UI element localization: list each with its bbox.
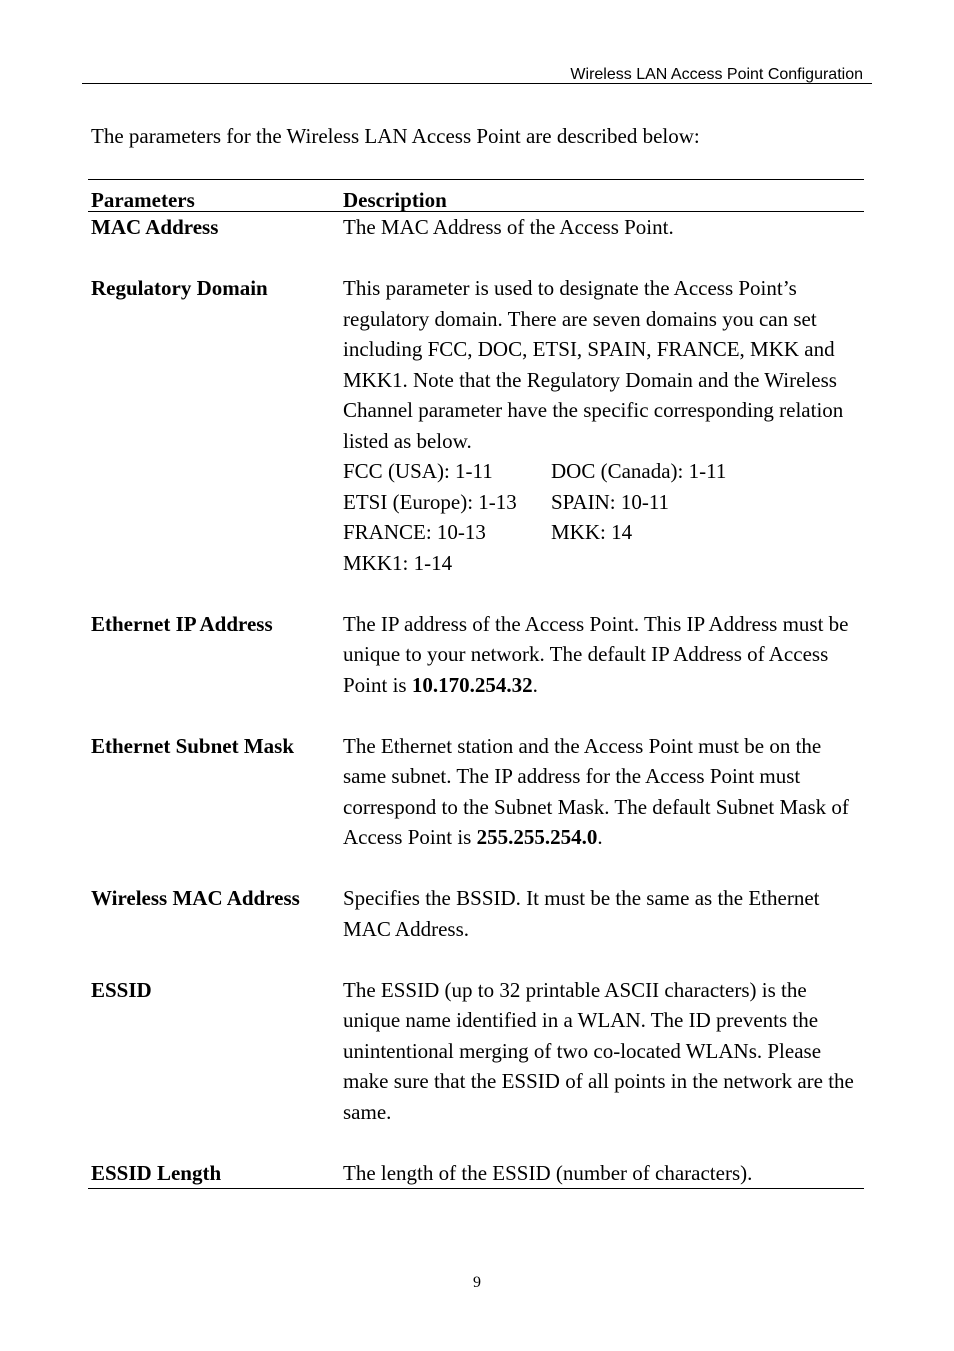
channel-range-line — [343, 548, 864, 579]
parameter-description — [343, 273, 864, 578]
parameter-description — [343, 731, 864, 853]
parameter-description: The length of the ESSID (number of characters). — [343, 1160, 753, 1185]
default-subnet-mask-value: 255.255.254.0 — [476, 825, 598, 849]
channel-range-mkk: MKK: 14 — [551, 520, 633, 544]
channel-range-mkk1: MKK1: 1-14 — [343, 550, 453, 575]
description-period: . — [597, 825, 603, 849]
row-spacer — [88, 578, 864, 609]
parameter-description: Specifies the BSSID. It must be the same as the Ethernet MAC Address. — [343, 886, 820, 941]
parameter-name: ESSID — [91, 977, 152, 1002]
table-row-essid — [88, 975, 864, 1128]
table-row-ethernet-ip-address — [88, 609, 864, 701]
page-number: 9 — [473, 1274, 481, 1291]
channel-range-line — [343, 487, 864, 518]
parameters-table — [88, 179, 864, 1189]
description-period: . — [532, 672, 538, 697]
table-row-essid-length — [88, 1158, 864, 1189]
channel-range-doc: DOC (Canada): 1-11 — [551, 459, 727, 483]
row-spacer — [88, 243, 864, 274]
column-header-parameters: Parameters — [91, 188, 195, 212]
row-spacer — [88, 1127, 864, 1158]
channel-range-line — [343, 456, 864, 487]
parameter-name: Wireless MAC Address — [91, 886, 300, 910]
table-row-mac-address — [88, 212, 864, 243]
channel-range-line — [343, 517, 864, 548]
parameter-name: Regulatory Domain — [91, 276, 268, 300]
parameter-name: ESSID Length — [91, 1160, 222, 1185]
column-header-description: Description — [343, 188, 447, 212]
parameter-description: The ESSID (up to 32 printable ASCII characters) is the unique name identified in a WLAN. The ID prevents the unintentional merging of two co-located WLANs. Please make sure that the ESSID of all points in the network are the same. — [343, 977, 854, 1124]
table-row-ethernet-subnet-mask — [88, 731, 864, 853]
intro-paragraph: The parameters for the Wireless LAN Access Point are described below: — [91, 124, 700, 148]
parameter-name: MAC Address — [91, 215, 219, 239]
table-row-regulatory-domain — [88, 273, 864, 578]
table-row-wireless-mac-address — [88, 883, 864, 944]
parameter-description — [343, 609, 864, 701]
default-ip-value: 10.170.254.32 — [411, 672, 533, 697]
parameter-name: Ethernet Subnet Mask — [91, 733, 295, 758]
description-text: The IP address of the Access Point. This IP Address must be unique to your network. The default IP Address of Access Point is — [343, 611, 849, 697]
channel-range-etsi: ETSI (Europe): 1-13 — [343, 489, 517, 514]
running-header: Wireless LAN Access Point Configuration — [82, 66, 872, 84]
parameter-name: Ethernet IP Address — [91, 611, 273, 636]
row-spacer — [88, 944, 864, 975]
description-text: The Ethernet station and the Access Point must be on the same subnet. The IP address for the Access Point must correspond to the Subnet Mask. The default Subnet Mask of Access Point is — [343, 733, 849, 849]
row-spacer — [88, 853, 864, 884]
parameter-description: The MAC Address of the Access Point. — [343, 215, 674, 239]
table-header-row — [88, 180, 864, 212]
description-text: This parameter is used to designate the Access Point’s regulatory domain. There are seven domains you can set including FCC, DOC, ETSI, SPAIN, FRANCE, MKK and MKK1. Note that the Regulatory Domain and the Wireless Channel parameter have the specific corresponding relation listed as below. — [343, 276, 844, 453]
row-spacer — [88, 700, 864, 731]
channel-range-fcc: FCC (USA): 1-11 — [343, 459, 493, 483]
channel-range-spain: SPAIN: 10-11 — [551, 489, 670, 514]
channel-range-france: FRANCE: 10-13 — [343, 520, 486, 544]
